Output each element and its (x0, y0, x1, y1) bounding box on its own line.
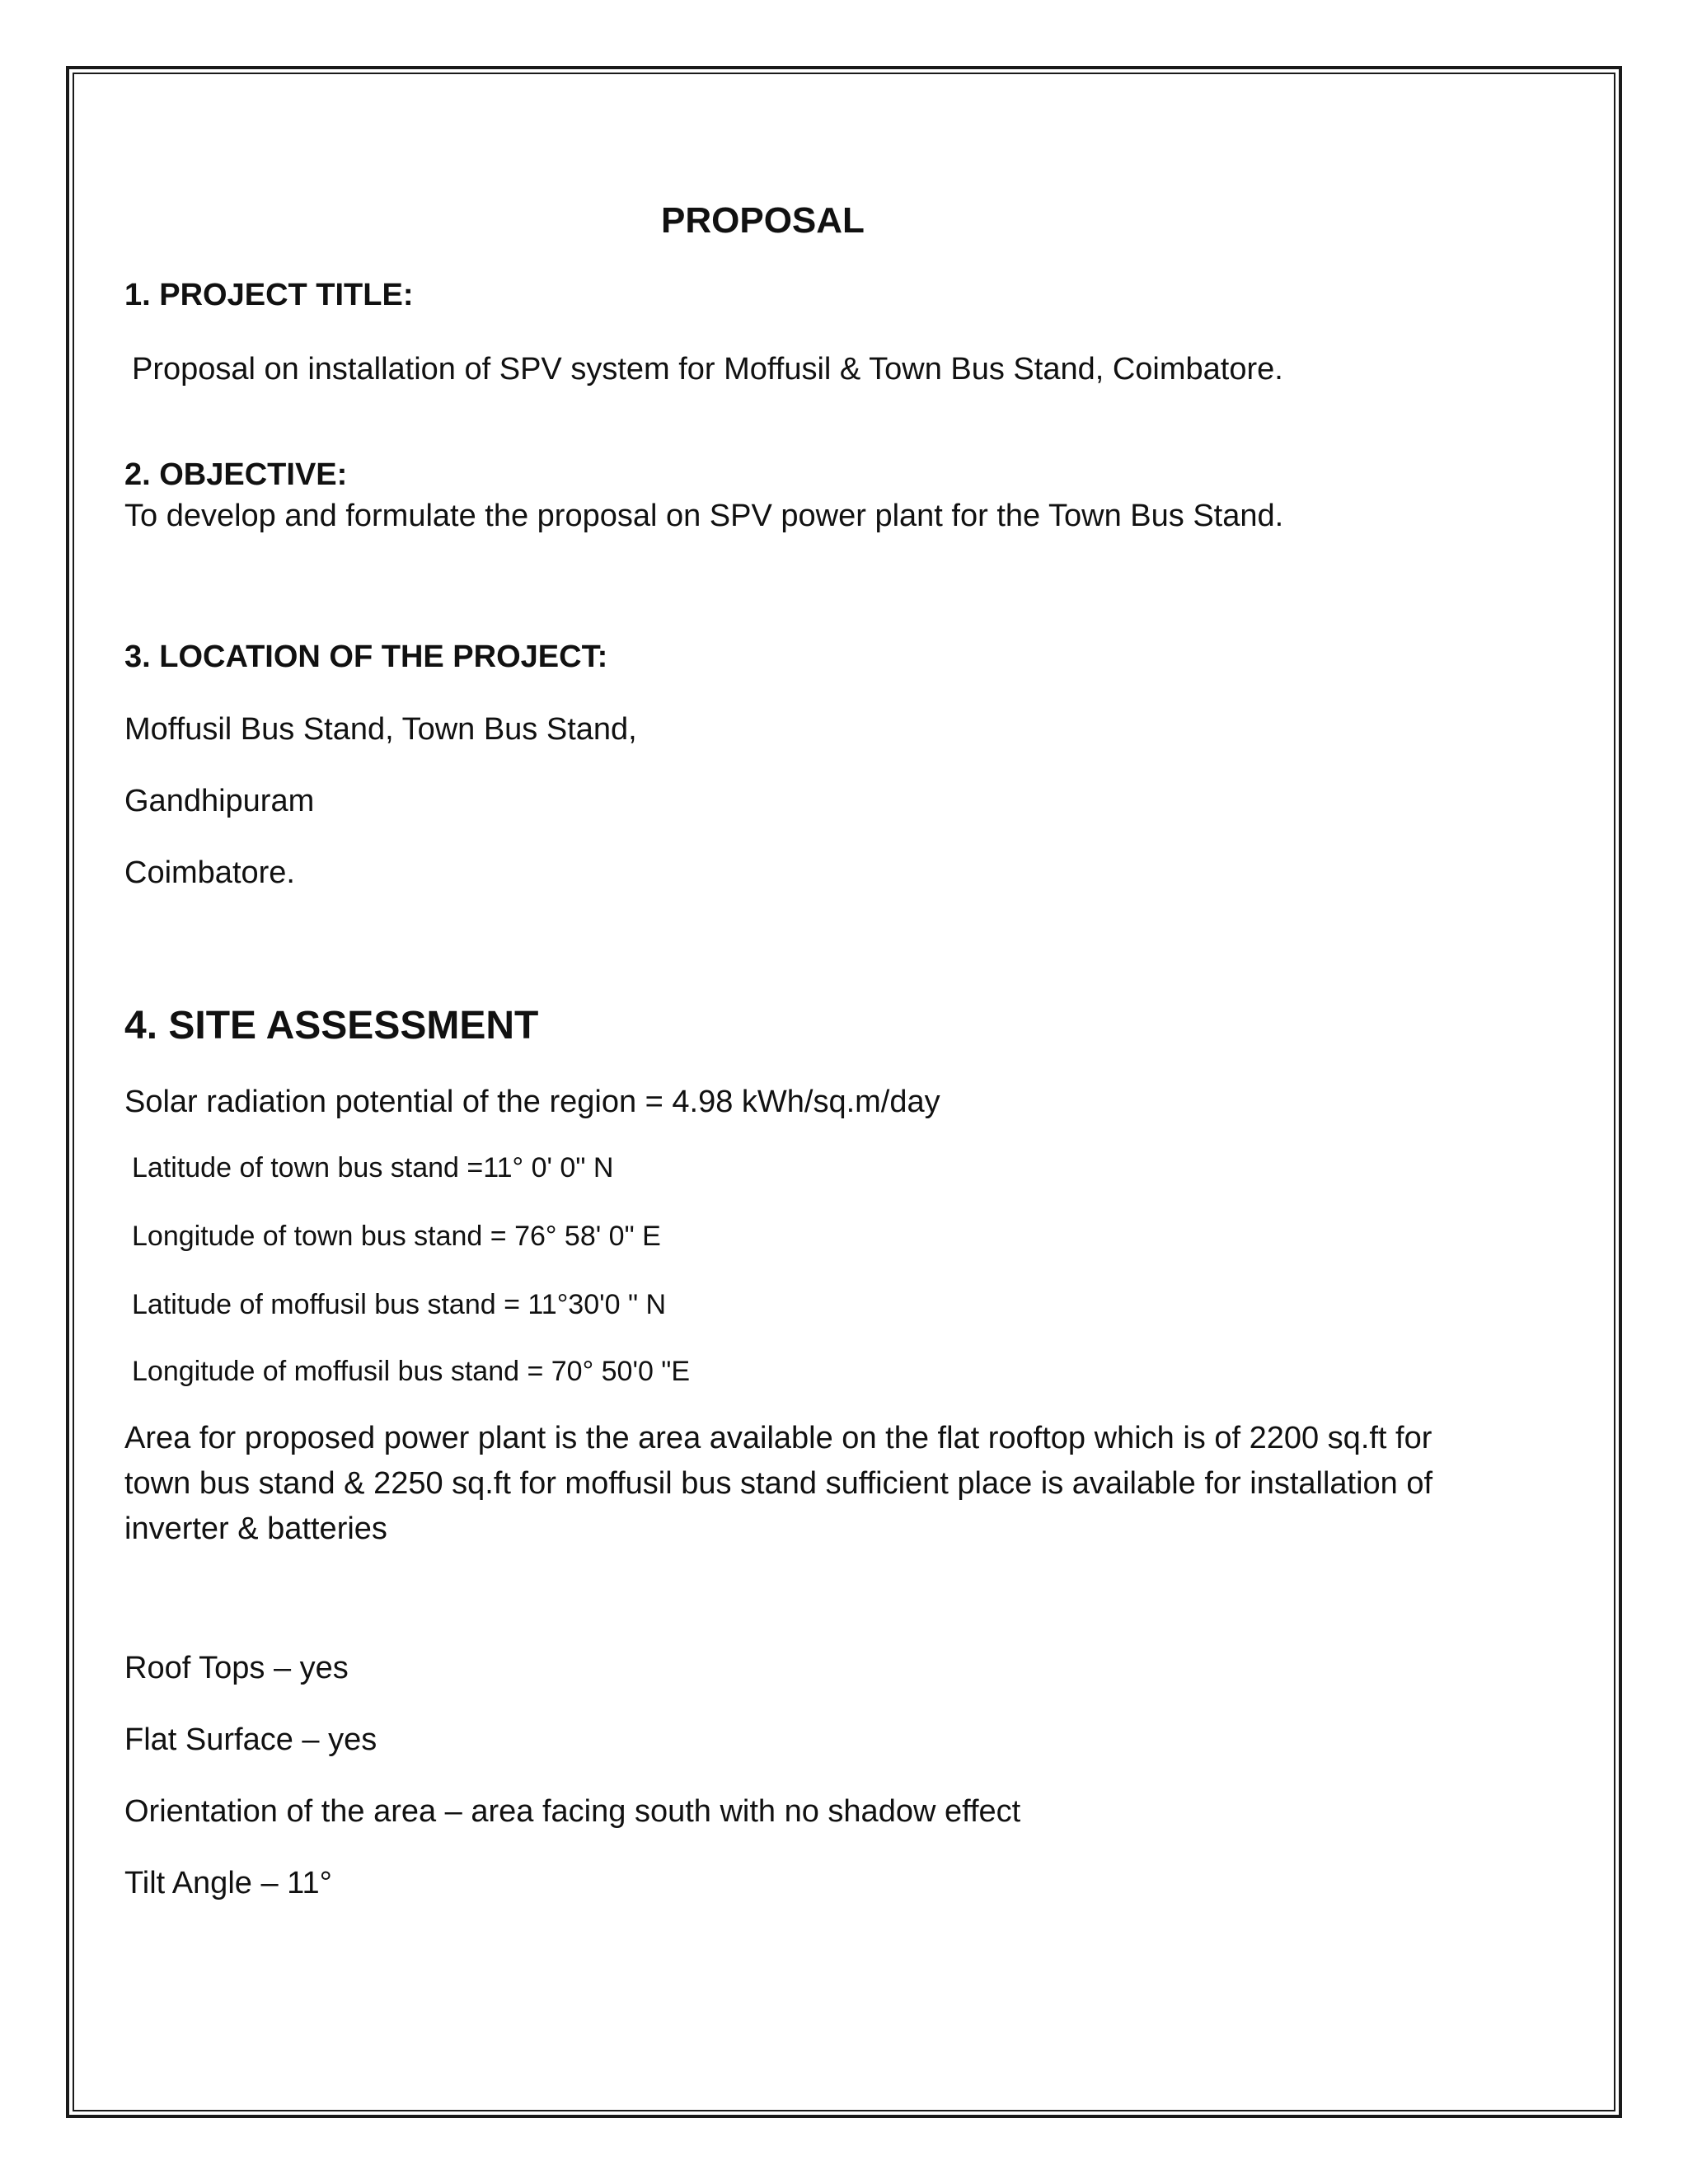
solar-radiation-text: Solar radiation potential of the region = 4.98 kWh/sq.m/day (124, 1085, 940, 1119)
location-line: Moffusil Bus Stand, Town Bus Stand, (124, 712, 637, 747)
coordinate-line: Longitude of town bus stand = 76° 58' 0" E (132, 1221, 661, 1252)
location-line: Coimbatore. (124, 855, 295, 890)
objective-text: To develop and formulate the proposal on SPV power plant for the Town Bus Stand. (124, 499, 1284, 533)
site-attribute: Orientation of the area – area facing south with no shadow effect (124, 1794, 1021, 1829)
site-attribute: Roof Tops – yes (124, 1651, 349, 1685)
project-title-text: Proposal on installation of SPV system for Moffusil & Town Bus Stand, Coimbatore. (132, 352, 1283, 387)
site-attribute: Tilt Angle – 11° (124, 1866, 332, 1900)
coordinate-line: Latitude of town bus stand =11° 0' 0" N (132, 1152, 614, 1183)
section-4-heading: 4. SITE ASSESSMENT (124, 1004, 539, 1047)
location-line: Gandhipuram (124, 784, 315, 818)
section-2-heading: 2. OBJECTIVE: (124, 457, 348, 492)
coordinate-line: Longitude of moffusil bus stand = 70° 50'0 "E (132, 1356, 691, 1387)
area-paragraph: Area for proposed power plant is the area available on the flat rooftop which is of 2200 sq.ft for town bus stand & 2250 sq.ft for moffusil bus stand sufficient place is available for installation of inverter & batteries (124, 1421, 1433, 1546)
section-3-heading: 3. LOCATION OF THE PROJECT: (124, 640, 608, 674)
coordinate-line: Latitude of moffusil bus stand = 11°30'0 " N (132, 1289, 667, 1320)
site-attribute: Flat Surface – yes (124, 1722, 377, 1757)
page-title: PROPOSAL (661, 200, 865, 241)
section-1-heading: 1. PROJECT TITLE: (124, 278, 414, 312)
